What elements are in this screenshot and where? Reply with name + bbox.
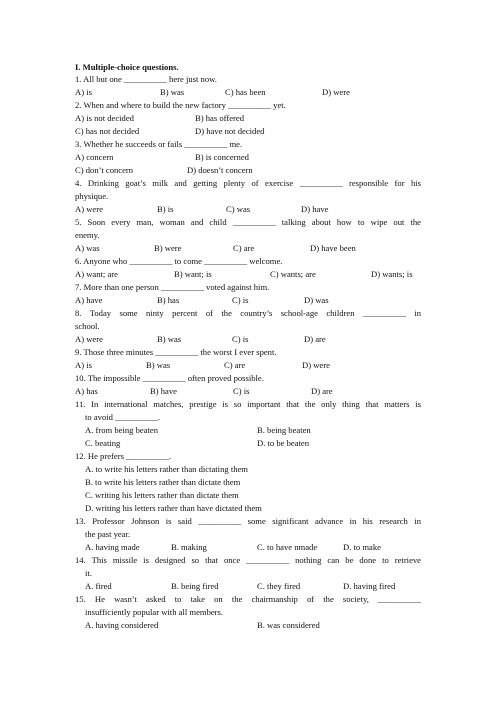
option-c: C) is: [233, 386, 250, 396]
option-c: C) don’t concern: [75, 165, 134, 175]
option-a: A. from being beaten: [85, 425, 159, 435]
option-b: B. being fired: [171, 581, 219, 591]
option-d: D) were: [322, 87, 350, 97]
option-d: D) have been: [310, 243, 356, 253]
option-a: A) is: [75, 87, 92, 97]
option-c: C) is: [232, 334, 249, 344]
option-d: D) doesn’t concern: [187, 165, 253, 175]
option-a: A) was: [75, 243, 100, 253]
question-14-stem-line1: 14. This missile is designed so that once __________ nothing can be done to retrieve: [75, 555, 421, 565]
option-a: A) were: [75, 334, 103, 344]
question-5-stem-line2: enemy.: [75, 230, 100, 240]
option-d: D) are: [311, 386, 333, 396]
option-d: D) were: [302, 360, 330, 370]
question-15-stem-line1: 15. He wasn’t asked to take on the chairmanship of the society, __________: [75, 594, 421, 604]
question-4-stem-line2: physique.: [75, 191, 109, 201]
question-7-stem: 7. More than one person __________ voted against him.: [75, 282, 270, 292]
option-a: A. fired: [85, 581, 112, 591]
question-13-stem-line1: 13. Professor Johnson is said __________ some significant advance in his research in: [75, 516, 421, 526]
question-8-stem-line1: 8. Today some ninty percent of the country’s school-age children __________ in: [75, 308, 421, 318]
option-b: B. was considered: [257, 620, 320, 630]
option-d: D) was: [304, 295, 329, 305]
option-c: C. beating: [85, 438, 121, 448]
question-4-stem-line1: 4. Drinking goat’s milk and getting plenty of exercise __________ responsible for his: [75, 178, 421, 188]
option-b: B. being beaten: [257, 425, 311, 435]
question-15-stem-line2: insufficiently popular with all members.: [85, 607, 224, 617]
option-b: B) was: [157, 334, 182, 344]
option-c: C) has been: [225, 87, 266, 97]
option-d: D) have: [301, 204, 329, 214]
option-c: C) are: [233, 243, 255, 253]
option-a: A) has: [75, 386, 98, 396]
option-d: D. having fired: [343, 581, 396, 591]
option-d: D) wants; is: [371, 269, 413, 279]
section-title: I. Multiple-choice questions.: [75, 62, 179, 72]
question-12-option-b: B. to write his letters rather than dictate them: [85, 477, 241, 487]
question-1-stem: 1. All but one __________ here just now.: [75, 74, 217, 84]
question-12-option-c: C. writing his letters rather than dictate them: [85, 490, 239, 500]
option-b: B) is: [157, 204, 174, 214]
option-a: A. having considered: [85, 620, 159, 630]
question-12-option-a: A. to write his letters rather than dictating them: [85, 464, 248, 474]
option-d: D. to make: [343, 542, 381, 552]
option-a: A) is: [75, 360, 92, 370]
option-b: B. making: [171, 542, 207, 552]
option-b: B) has: [157, 295, 180, 305]
option-c: C) was: [226, 204, 251, 214]
option-c: C) has not decided: [75, 126, 140, 136]
option-c: C. they fired: [257, 581, 301, 591]
option-c: C) is: [232, 295, 249, 305]
option-a: A) want; are: [75, 269, 118, 279]
question-6-stem: 6. Anyone who __________ to come __________ welcome.: [75, 256, 283, 266]
question-10-stem: 10. The impossible __________ often proved possible.: [75, 373, 264, 383]
option-d: D) are: [304, 334, 326, 344]
question-8-stem-line2: school.: [75, 321, 100, 331]
option-a: A. having made: [85, 542, 140, 552]
question-11-stem-line1: 11. In international matches, prestige is so important that the only thing that matters is: [75, 399, 421, 409]
question-3-stem: 3. Whether he succeeds or fails __________ me.: [75, 139, 243, 149]
question-5-stem-line1: 5. Soon every man, woman and child __________ talking about how to wipe out the: [75, 217, 421, 227]
question-2-stem: 2. When and where to build the new factory __________ yet.: [75, 100, 286, 110]
option-a: A) is not decided: [75, 113, 134, 123]
question-12-option-d: D. writing his letters rather than have dictated them: [85, 503, 262, 513]
option-c: C. to have nmade: [257, 542, 318, 552]
option-b: B) want; is: [174, 269, 212, 279]
option-d: D) have not decided: [195, 126, 265, 136]
option-a: A) have: [75, 295, 103, 305]
option-d: D. to be beaten: [257, 438, 310, 448]
option-c: C) wants; are: [270, 269, 316, 279]
option-a: A) concern: [75, 152, 114, 162]
option-c: C) are: [224, 360, 246, 370]
question-13-stem-line2: the past year.: [85, 529, 131, 539]
option-b: B) has offered: [195, 113, 244, 123]
option-b: B) was: [146, 360, 171, 370]
option-a: A) were: [75, 204, 103, 214]
question-9-stem: 9. Those three minutes __________ the worst I ever spent.: [75, 347, 277, 357]
question-11-stem-line2: to avoid __________.: [85, 412, 161, 422]
option-b: B) was: [160, 87, 185, 97]
option-b: B) were: [154, 243, 182, 253]
question-12-stem: 12. He prefers __________.: [75, 451, 172, 461]
question-14-stem-line2: it.: [85, 568, 92, 578]
option-b: B) have: [150, 386, 177, 396]
option-b: B) is concerned: [195, 152, 249, 162]
